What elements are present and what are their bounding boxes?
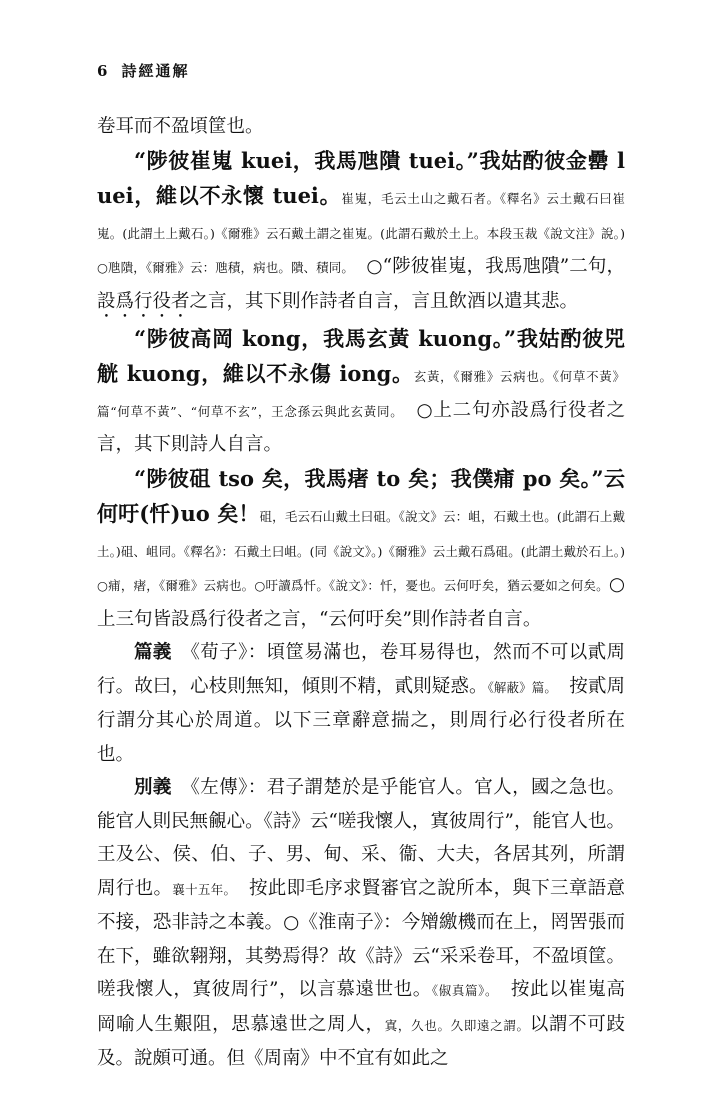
page-content	[97, 110, 625, 1076]
section-bieyi-comment: 按此以崔嵬高岡喻人生艱阻，思慕遠世之周人，	[97, 979, 625, 1035]
stanza-2	[97, 144, 625, 322]
stanza-4-verse: “陟彼砠 tso 矣，我馬瘏 to 矣；我僕痡 po 矣。”云何吁(忏)uo 矣！	[97, 465, 625, 526]
paragraph-continuation	[97, 110, 625, 144]
section-pianyi	[97, 636, 625, 771]
section-pianyi-source: 《解蔽》篇。	[487, 679, 551, 695]
stanza-3-notes: 玄黃，《爾雅》云病也。《何草不黃》篇“何草不黃”、“何草不玄”，王念孫云與此玄黃同。	[97, 369, 625, 419]
stanza-3-verse: “陟彼高岡 kong，我馬玄黃 kuong。”我姑酌彼兕觥 kuong，維以不永傷 iong。	[97, 325, 625, 386]
stanza-4-notes: 砠，毛云石山戴土曰砠。《說文》云：岨，石戴土也。(此謂石上戴土。)砠、岨同。《釋名》：石戴土曰岨。(同《說文》。)《爾雅》云土戴石爲砠。(此謂土戴於石上。)○痡，瘏，《爾雅》云病也。○吁讀爲忏。《說文》：忏，憂也。云何吁矣，猶云憂如之何矣。	[97, 509, 625, 593]
stanza-4-comment: ○上三句皆設爲行役者之言，“云何吁矣”則作詩者自言。	[97, 574, 625, 630]
stanza-3	[97, 322, 625, 462]
section-bieyi-zuozhuan-source: 襄十五年。	[172, 881, 231, 897]
continuation-text: 卷耳而不盈頃筐也。	[97, 116, 264, 137]
book-title: 詩經通解	[121, 62, 190, 80]
section-pianyi-text: 《荀子》：頃筐易滿也，卷耳易得也，然而不可以貳周行。故曰，心枝則無知，傾則不精，貳則疑惑。	[97, 642, 625, 697]
section-bieyi	[97, 771, 625, 1076]
section-bieyi-comment-end: 以謂不可跂及。說頗可通。但《周南》中不宜有如此之	[97, 1013, 625, 1069]
section-pianyi-label: 篇義	[134, 642, 172, 663]
running-header	[97, 60, 189, 81]
stanza-2-emphasis: 設爲行役者	[97, 290, 190, 312]
section-bieyi-zuozhuan: 《左傳》：君子謂楚於是乎能官人。官人，國之急也。能官人則民無覦心。《詩》云“嗟我懷人，寘彼周行”，能官人也。王及公、侯、伯、子、男、甸、采、衞、大夫，各居其列，所謂周行也。	[97, 777, 625, 899]
stanza-2-comment: ○“陟彼崔嵬，我馬虺隤”二句，	[347, 256, 625, 277]
section-bieyi-huainanzi: 按此即毛序求賢審官之說所本，與下三章語意不接，恐非詩之本義。○《淮南子》：今矰繳機而在上，罔罟張而在下，雖欲翱翔，其勢焉得？故《詩》云“采采卷耳，不盈頃筐。嗟我懷人，寘彼周行”，以言慕遠世也。	[97, 877, 625, 1000]
section-pianyi-note: 按貳周行謂分其心於周道。以下三章辭意揣之，則周行必行役者所在也。	[97, 675, 625, 765]
stanza-2-verse: “陟彼崔嵬 kuei，我馬虺隤 tuei。”我姑酌彼金罍 luei，維以不永懷 tuei。	[97, 147, 625, 208]
stanza-2-comment-end: 之言，其下則作詩者自言，言且飲酒以遣其悲。	[189, 290, 579, 312]
stanza-3-comment: ○上二句亦設爲行役者之言，其下則詩人自言。	[97, 399, 626, 455]
stanza-2-notes: 崔嵬，毛云土山之戴石者。《釋名》云土戴石曰崔嵬。(此謂土上戴石。)《爾雅》云石戴土謂之崔嵬。(此謂石戴於土上。本段玉裁《說文注》說。)○虺隤，《爾雅》云：虺積，病也。隤、積同。	[97, 191, 625, 275]
stanza-4	[97, 462, 625, 637]
section-bieyi-inline-note: 寘，久也。久即遠之謂。	[384, 1017, 530, 1033]
section-bieyi-huainanzi-source: 《俶真篇》。	[431, 983, 492, 998]
section-bieyi-label: 別義	[134, 777, 172, 798]
page-number: 6	[97, 62, 110, 80]
